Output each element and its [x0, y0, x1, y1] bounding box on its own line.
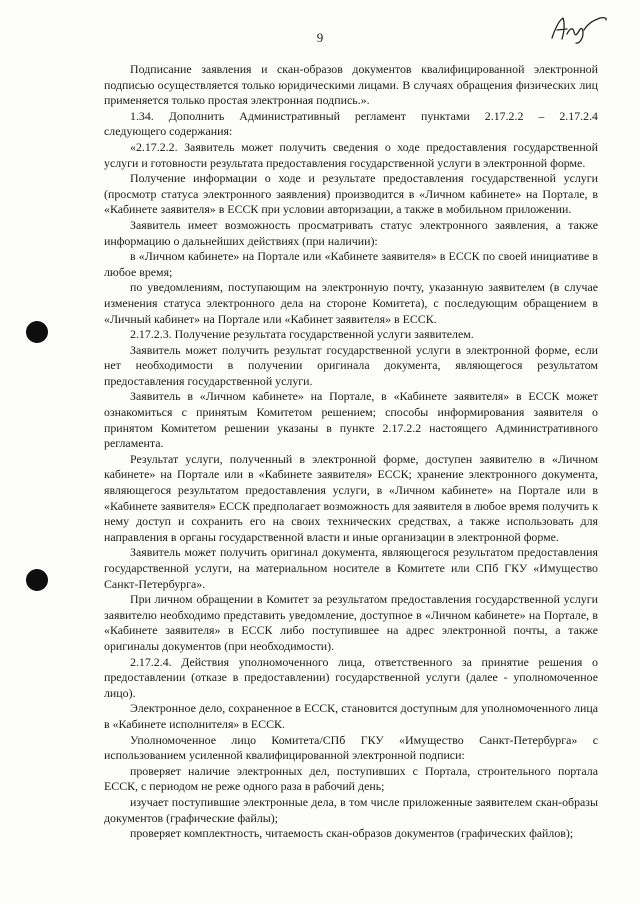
- punch-hole-bottom: [26, 569, 48, 591]
- handwritten-signature: [548, 12, 610, 46]
- document-body: [104, 62, 598, 842]
- paragraph: «2.17.2.2. Заявитель может получить сведения о ходе предоставления государственной услуги и готовности результата предоставления государственной услуги в электронной форме.: [104, 139, 598, 170]
- paragraph: Заявитель в «Личном кабинете» на Портале, в «Кабинете заявителя» в ЕССК может ознакомиться с принятым Комитетом решением; способы информирования заявителя о принятом Комитетом решении указаны в пункте 2.17.2.2 настоящего Административного регламента.: [104, 389, 598, 451]
- paragraph: следующего содержания:: [104, 124, 233, 139]
- paragraph: изучает поступившие электронные дела, в том числе приложенные заявителем скан-образы документов (графические файлы);: [104, 794, 598, 825]
- paragraph: Заявитель может получить результат государственной услуги в электронной форме, если нет необходимости в получении оригинала документа, являющегося результатом предоставления государственной услуги.: [104, 342, 598, 388]
- punch-hole-top: [26, 321, 48, 343]
- paragraph: проверяет комплектность, читаемость скан-образов документов (графических файлов);: [130, 826, 574, 841]
- paragraph: 2.17.2.3. Получение результата государственной услуги заявителем.: [130, 327, 474, 342]
- paragraph: 2.17.2.4. Действия уполномоченного лица, ответственного за принятие решения о предоставлении (отказе в предоставлении) государственной услуги (далее - уполномоченное лицо).: [104, 654, 598, 700]
- paragraph: Получение информации о ходе и результате предоставления государственной услуги (просмотр статуса электронного заявления) производится в «Личном кабинете» на Портале, в «Кабинете заявителя» в ЕССК при условии авторизации, а также в мобильном приложении.: [104, 171, 598, 217]
- page-number: 9: [316, 30, 324, 45]
- paragraph: Результат услуги, полученный в электронной форме, доступен заявителю в «Личном кабинете» на Портале или в «Кабинете заявителя» ЕССК; хранение электронного документа, являющегося результатом предоставления услуги, в «Личном кабинете» на Портале или в «Кабинете заявителя» ЕССК предполагает возможность для заявителя в любое время получить к нему доступ и сохранить его на своих технических средствах, а также использовать для направления в органы государственной власти и иные организации в электронной форме.: [104, 451, 598, 544]
- paragraph: проверяет наличие электронных дел, поступивших с Портала, строительного портала ЕССК, с периодом не реже одного раза в рабочий день;: [104, 763, 598, 794]
- paragraph: Заявитель имеет возможность просматривать статус электронного заявления, а также информацию о дальнейших действиях (при наличии):: [104, 217, 598, 248]
- paragraph: по уведомлениям, поступающим на электронную почту, указанную заявителем (в случае изменения статуса электронного дела на стороне Комитета), с последующим обращением в «Личный кабинет» на Портале или «Кабинет заявителя» в ЕССК.: [104, 280, 598, 326]
- paragraph: Уполномоченное лицо Комитета/СПб ГКУ «Имущество Санкт-Петербурга» с использованием усиленной квалифицированной электронной подписи:: [104, 732, 598, 763]
- paragraph: Заявитель может получить оригинал документа, являющегося результатом предоставления государственной услуги, на материальном носителе в Комитете или СПб ГКУ «Имущество Санкт-Петербурга».: [104, 545, 598, 591]
- paragraph: При личном обращении в Комитет за результатом предоставления государственной услуги заявителю необходимо представить уведомление, доступное в «Личном кабинете» на Портале, в «Кабинете заявителя» в ЕССК либо поступившее на адрес электронной почты, а также оригиналы документов (при необходимости).: [104, 592, 598, 653]
- paragraph: Подписание заявления и скан-образов документов квалифицированной электронной подписью осуществляется только юридическими лицами. В случаях обращения физических лиц применяется только простая электронная подпись.».: [104, 62, 598, 108]
- paragraph: Электронное дело, сохраненное в ЕССК, становится доступным для уполномоченного лица в «Кабинете исполнителя» в ЕССК.: [104, 701, 598, 731]
- paragraph: в «Личном кабинете» на Портале или «Кабинете заявителя» в ЕССК по своей инициативе в любое время;: [104, 249, 598, 279]
- paragraph: 1.34. Дополнить Административный регламент пунктами 2.17.2.2 – 2.17.2.4: [130, 108, 598, 123]
